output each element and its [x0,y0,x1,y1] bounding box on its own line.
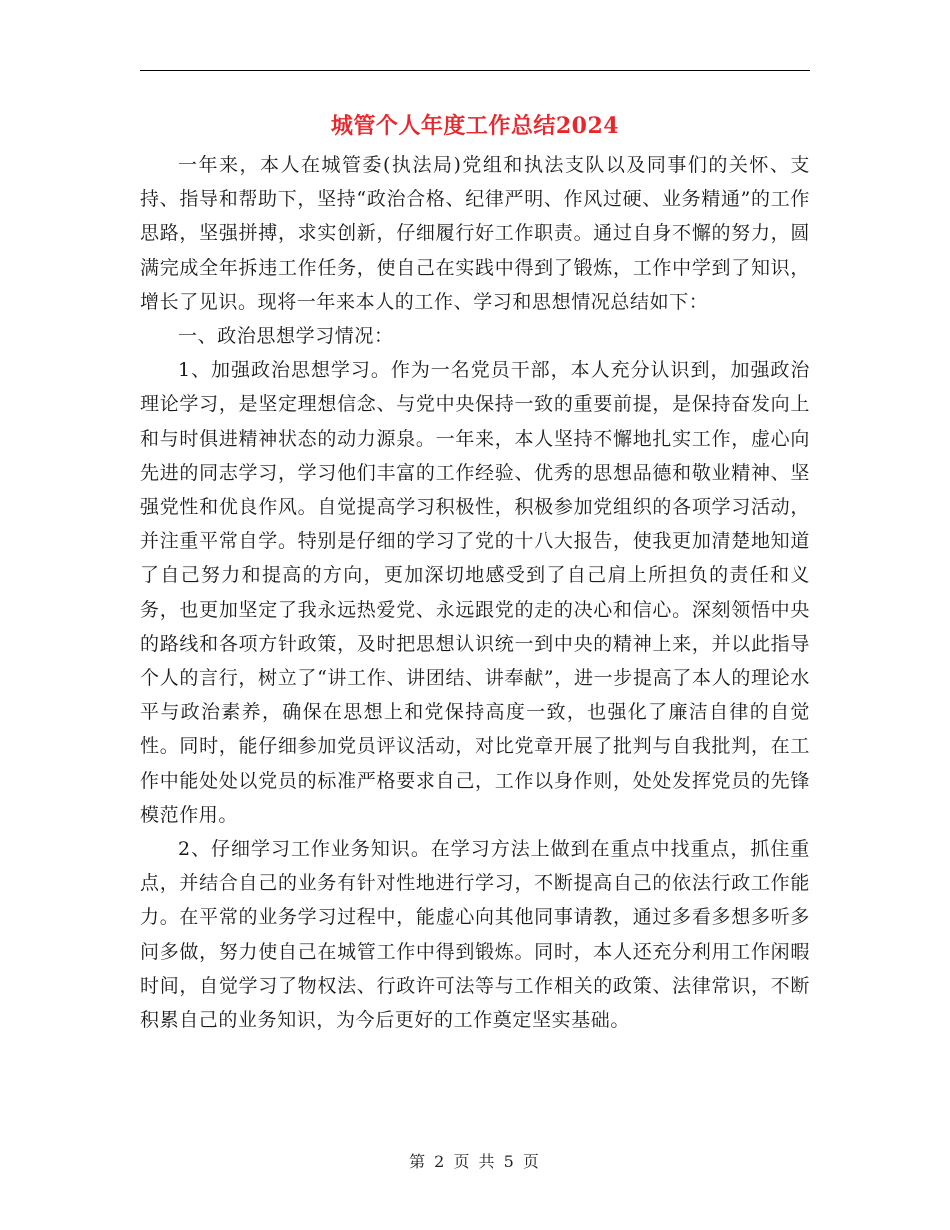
page-number: 第 2 页 共 5 页 [409,1152,541,1171]
paragraph-political-study: 1、加强政治思想学习。作为一名党员干部，本人充分认识到，加强政治理论学习，是坚定理想信念、与党中央保持一致的重要前提，是保持奋发向上和与时俱进精神状态的动力源泉。一年来，本人坚持不懈地扎实工作，虚心向先进的同志学习，学习他们丰富的工作经验、优秀的思想品德和敬业精神、坚强党性和优良作风。自觉提高学习积极性，积极参加党组织的各项学习活动，并注重平常自学。特别是仔细的学习了党的十八大报告，使我更加清楚地知道了自己努力和提高的方向，更加深切地感受到了自己肩上所担负的责任和义务，也更加坚定了我永远热爱党、永远跟党的走的决心和信心。深刻领悟中央的路线和各项方针政策，及时把思想认识统一到中央的精神上来，并以此指导个人的言行，树立了“讲工作、讲团结、讲奉献”，进一步提高了本人的理论水平与政治素养，确保在思想上和党保持高度一致，也强化了廉洁自律的自觉性。同时，能仔细参加党员评议活动，对比党章开展了批判与自我批判，在工作中能处处以党员的标准严格要求自己，工作以身作则，处处发挥党员的先锋模范作用。 [140,359,810,826]
header-rule [140,70,810,71]
section-heading-political-study: 一、政治思想学习情况： [178,325,394,348]
paragraph-business-study: 2、仔细学习工作业务知识。在学习方法上做到在重点中找重点，抓住重点，并结合自己的业务有针对性地进行学习，不断提高自己的依法行政工作能力。在平常的业务学习过程中，能虚心向其他同事请教，通过多看多想多听多问多做，努力使自己在城管工作中得到锻炼。同时，本人还充分利用工作闲暇时间，自觉学习了物权法、行政许可法等与工作相关的政策、法律常识，不断积累自己的业务知识，为今后更好的工作奠定坚实基础。 [140,838,810,1032]
document-body [140,148,810,1037]
document-title: 城管个人年度工作总结2024 [330,113,620,139]
intro-paragraph: 一年来，本人在城管委(执法局)党组和执法支队以及同事们的关怀、支持、指导和帮助下，坚持“政治合格、纪律严明、作风过硬、业务精通”的工作思路，坚强拼搏，求实创新，仔细履行好工作职责。通过自身不懈的努力，圆满完成全年拆违工作任务，使自己在实践中得到了锻炼，工作中学到了知识，增长了见识。现将一年来本人的工作、学习和思想情况总结如下： [140,154,810,313]
